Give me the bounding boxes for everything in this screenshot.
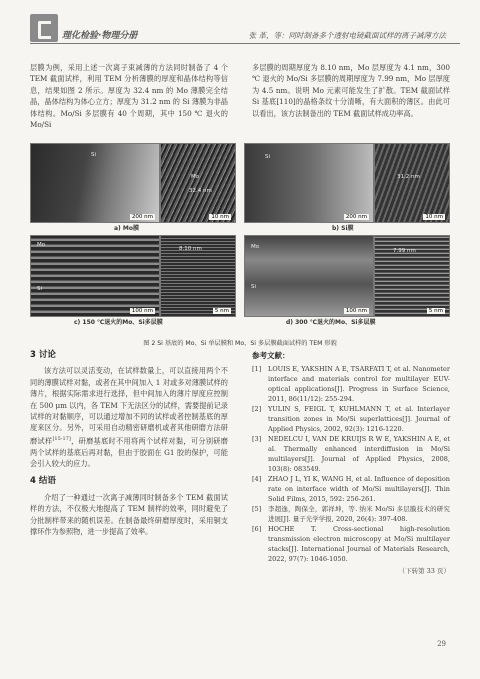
body-left-column — [30, 350, 228, 537]
journal-name: 理化检验·物理分册 — [62, 31, 138, 41]
references-heading: 参考文献： — [252, 351, 290, 360]
panel-d-mo-tag: Mo — [251, 244, 260, 250]
reference-number: [2] — [252, 405, 262, 414]
reference-text: YULIN S, FEIGL T, KUHLMANN T, et al. Interlayer transition zones in Mo/Si superlattices[J]. Journal of Applied Physics, 2002, 92(3): 1216-1220. — [268, 405, 450, 434]
references-column — [252, 350, 450, 578]
conclusion-text: 介绍了一种通过一次离子减薄同时制备多个 TEM 截面试样的方法，不仅极大地提高了 TEM 制样的效率，同时避免了分批制样带来的随机误差。在制备最终研磨厚度时，采用铜支撑环作为参照物，进一步提高了效率。 — [30, 492, 228, 537]
reference-text: NEDELCU I, VAN DE KRUIJS R W E, YAKSHIN A E, et al. Thermally enhanced interdiffusion in Mo/Si multilayers[J]. Journal of Applied Physics, 2008, 103(8): 083549. — [268, 435, 450, 474]
panel-c-thickness: 8.10 nm — [179, 246, 202, 252]
reference-item — [252, 504, 450, 524]
reference-text: HOCHE T. Cross-sectional high-resolution transmission electron microscopy at Mo/Si multilayer stacks[J]. International Journal of Materials Research, 2022, 97(7): 1046-1050. — [268, 525, 450, 564]
panel-a-thickness: 32.4 nm — [189, 188, 212, 194]
continued-note: （下转第 33 页） — [398, 567, 450, 576]
reference-number: [1] — [252, 365, 262, 374]
reference-text: LOUIS E, YAKSHIN A E, TSARFATI T, et al. Nanometer interface and materials control for multilayer EUV-optical applications[J]. Progress in Surface Science, 2011, 86(11/12): 255-294. — [268, 365, 450, 404]
panel-a-mo-tag: Mo — [191, 174, 200, 180]
panel-c-mo-tag: Mo — [37, 242, 46, 248]
intro-left-column — [30, 62, 228, 130]
panel-a-scale2: 10 nm — [211, 214, 229, 220]
panel-c-label: c) 150 ℃退火的Mo、Si多层膜 — [74, 319, 163, 326]
panel-d-thickness: 7.99 nm — [393, 248, 416, 254]
page-number: 29 — [437, 640, 446, 648]
panel-d-detail — [374, 235, 450, 317]
panel-a-si-tag: Si — [91, 152, 97, 158]
panel-b-label: b) Si膜 — [332, 225, 354, 232]
running-title: 张 革，等：同时制备多个透射电镜截面试样的离子减薄方法 — [248, 31, 446, 40]
discussion-heading: 3 讨论 — [30, 350, 56, 360]
reference-number: [3] — [252, 435, 262, 444]
discussion-paragraph — [30, 365, 228, 469]
panel-b-scale2: 10 nm — [425, 214, 443, 220]
panel-a-detail — [160, 143, 236, 223]
panel-c-detail — [160, 235, 236, 317]
intro-right-text: 多层膜的周期厚度为 8.10 nm，Mo 层厚度为 4.1 nm，300 ℃ 退火的 Mo/Si 多层膜的周期厚度为 7.99 nm，Mo 层厚度为 4.5 nm。说明 Mo 元素可能发生了扩散。TEM 截面试样 Si 基底[110]的晶格条纹十分清晰，有大面积的薄区。由此可以看出，该方法制备出的 TEM 截面试样成功率高。 — [252, 63, 450, 118]
conclusion-heading: 4 结语 — [30, 476, 56, 487]
panel-c-overview — [30, 235, 160, 317]
panel-d-scale: 100 nm — [345, 308, 367, 314]
panel-d-overview — [244, 235, 374, 317]
reference-text: ZHAO J L, YI K, WANG H, et al. Influence of deposition rate on interface width of Mo/Si multilayers[J]. Thin Solid Films, 2015, 592: 256-261. — [268, 475, 450, 504]
panel-c-si-tag: Si — [37, 286, 43, 292]
panel-b-detail — [374, 143, 450, 223]
reference-item — [252, 364, 450, 404]
panel-b-scale: 200 nm — [345, 214, 367, 220]
reference-number: [5] — [252, 505, 262, 514]
discussion-text2: ，研磨基底时不用将两个试样对黏，可分别研磨两个试样的基底后再对黏，但由于胶面在 G1 胶的保护，可能会引入较大的应力。 — [30, 436, 228, 469]
reference-item — [252, 474, 450, 504]
panel-b-thickness: 31.2 nm — [397, 174, 420, 180]
panel-d-scale2: 5 nm — [428, 308, 443, 314]
panel-b-si-tag: Si — [265, 154, 271, 160]
reference-number: [4] — [252, 475, 262, 484]
reference-item — [252, 404, 450, 434]
panel-a-label: a) Mo膜 — [114, 225, 139, 232]
panel-c-scale2: 5 nm — [214, 308, 229, 314]
reference-item — [252, 524, 450, 564]
discussion-text: 该方法可以灵活变动，在试样数量上，可以直接用两个不同的薄膜试样对黏，或者在其中间加入 1 对或多对薄膜试样的薄片，根据实际需求进行选择，但中间加入的薄片厚度应控制在 500 μm 以内，各 TEM 下无法区分的试样，需要提前记录试样的对黏顺序，可以通过增加不同的试样或者控制基底的厚度来区分。另外，可采用自动精密研磨机或者其他研磨方法研磨试样 — [30, 366, 228, 446]
reference-number: [6] — [252, 525, 262, 534]
panel-a-overview — [30, 143, 160, 223]
intro-right-column — [252, 62, 450, 119]
intro-left-text: 层膜为例，采用上述一次离子束减薄的方法同时制备了 4 个 TEM 截面试样，利用 TEM 分析薄膜的厚度和晶体结构等信息，结果如图 2 所示。厚度为 32.4 nm 的 Mo 薄膜完全结晶，晶体结构为体心立方；厚度为 31.2 nm 的 Si 薄膜为非晶体结构。Mo/Si 多层膜有 40 个周期，其中 150 ℃ 退火的 Mo/Si — [30, 63, 228, 130]
discussion-cite: [15-17] — [52, 435, 71, 442]
figure-caption: 图 2 Si 基底的 Mo、Si 单层膜和 Mo、Si 多层膜截面试样的 TEM 形貌 — [143, 340, 337, 347]
panel-c-scale: 100 nm — [131, 308, 153, 314]
panel-a-scale: 200 nm — [131, 214, 153, 220]
reference-text: 李超逸，陶保全，郭祥坤，等. 纳米 Mo/Si 多层膜技术的研究进展[J]. 量子光学学报, 2020, 26(4): 397-408. — [268, 505, 450, 524]
page-header — [0, 0, 480, 56]
panel-d-label: d) 300 ℃退火的Mo、Si多层膜 — [286, 319, 376, 326]
reference-item — [252, 434, 450, 474]
panel-d-si-tag: Si — [251, 284, 257, 290]
panel-b-overview — [244, 143, 374, 223]
tem-figure — [30, 143, 450, 347]
journal-logo-icon — [30, 14, 58, 42]
header-rule — [30, 43, 460, 44]
